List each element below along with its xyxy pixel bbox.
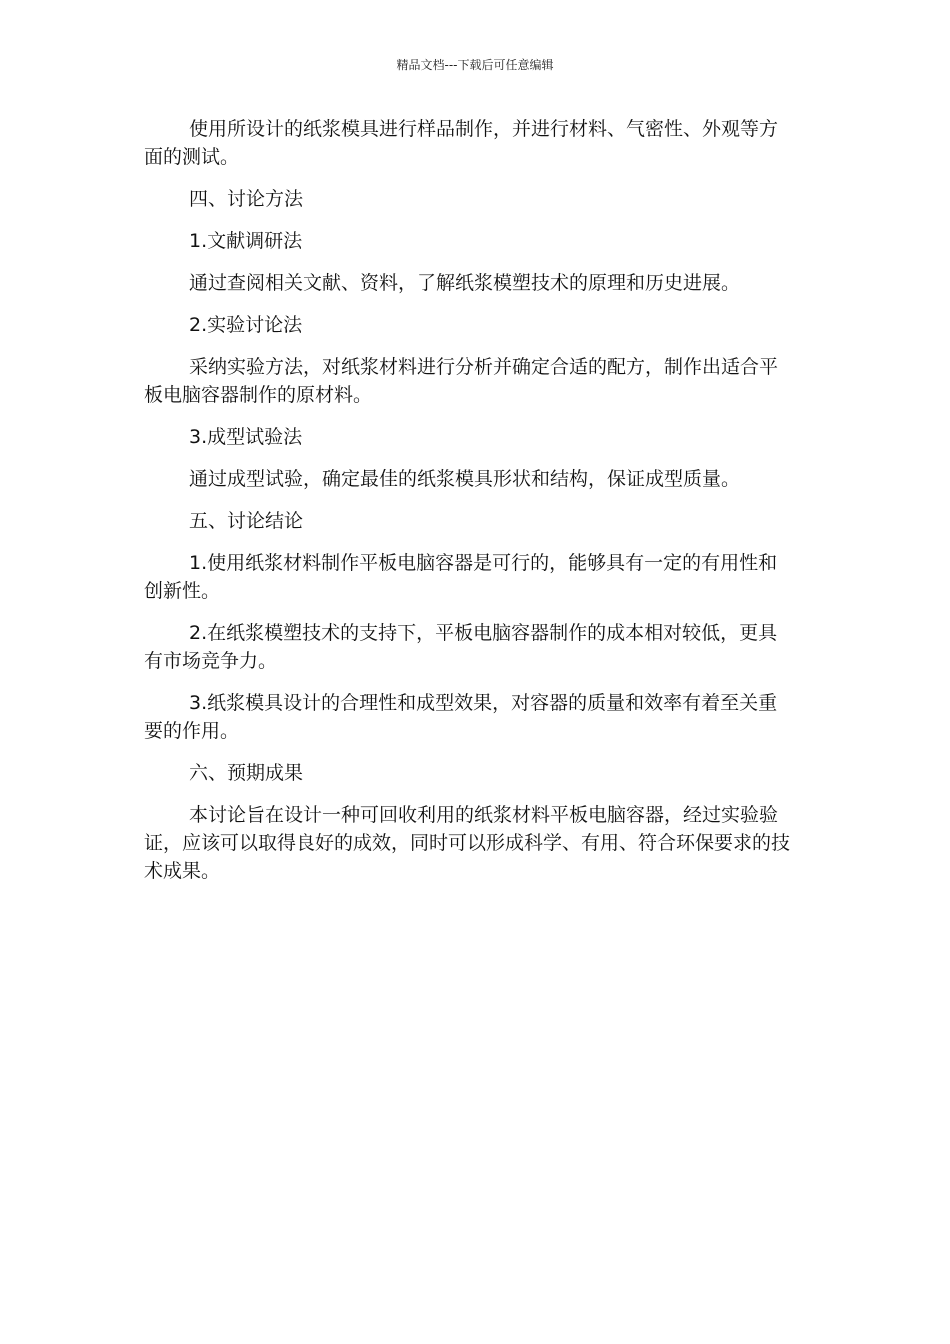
paragraph-experiment-method: 采纳实验方法，对纸浆材料进行分析并确定合适的配方，制作出适合平板电脑容器制作的原材料。 bbox=[144, 356, 779, 406]
subheading-experiment-method: 2.实验讨论法 bbox=[189, 314, 303, 336]
paragraph-conclusion-1: 1.使用纸浆材料制作平板电脑容器是可行的，能够具有一定的有用性和创新性。 bbox=[144, 552, 778, 602]
subheading-forming-method: 3.成型试验法 bbox=[189, 426, 303, 448]
paragraph-expected-results: 本讨论旨在设计一种可回收利用的纸浆材料平板电脑容器，经过实验验证，应该可以取得良好的成效，同时可以形成科学、有用、符合环保要求的技术成果。 bbox=[144, 804, 791, 882]
section-heading-methods: 四、讨论方法 bbox=[189, 188, 304, 210]
page-header: 精品文档---下载后可任意编辑 bbox=[396, 58, 554, 72]
section-heading-conclusions: 五、讨论结论 bbox=[189, 510, 304, 532]
paragraph-conclusion-2: 2.在纸浆模塑技术的支持下，平板电脑容器制作的成本相对较低，更具有市场竞争力。 bbox=[144, 622, 778, 672]
paragraph-conclusion-3: 3.纸浆模具设计的合理性和成型效果，对容器的质量和效率有着至关重要的作用。 bbox=[144, 692, 778, 742]
section-heading-expected-results: 六、预期成果 bbox=[189, 762, 304, 784]
document-body bbox=[144, 115, 794, 899]
paragraph-forming-method: 通过成型试验，确定最佳的纸浆模具形状和结构，保证成型质量。 bbox=[189, 468, 741, 490]
subheading-literature-method: 1.文献调研法 bbox=[189, 230, 303, 252]
paragraph-testing: 使用所设计的纸浆模具进行样品制作，并进行材料、气密性、外观等方面的测试。 bbox=[144, 118, 779, 168]
paragraph-literature-method: 通过查阅相关文献、资料，了解纸浆模塑技术的原理和历史进展。 bbox=[189, 272, 741, 294]
